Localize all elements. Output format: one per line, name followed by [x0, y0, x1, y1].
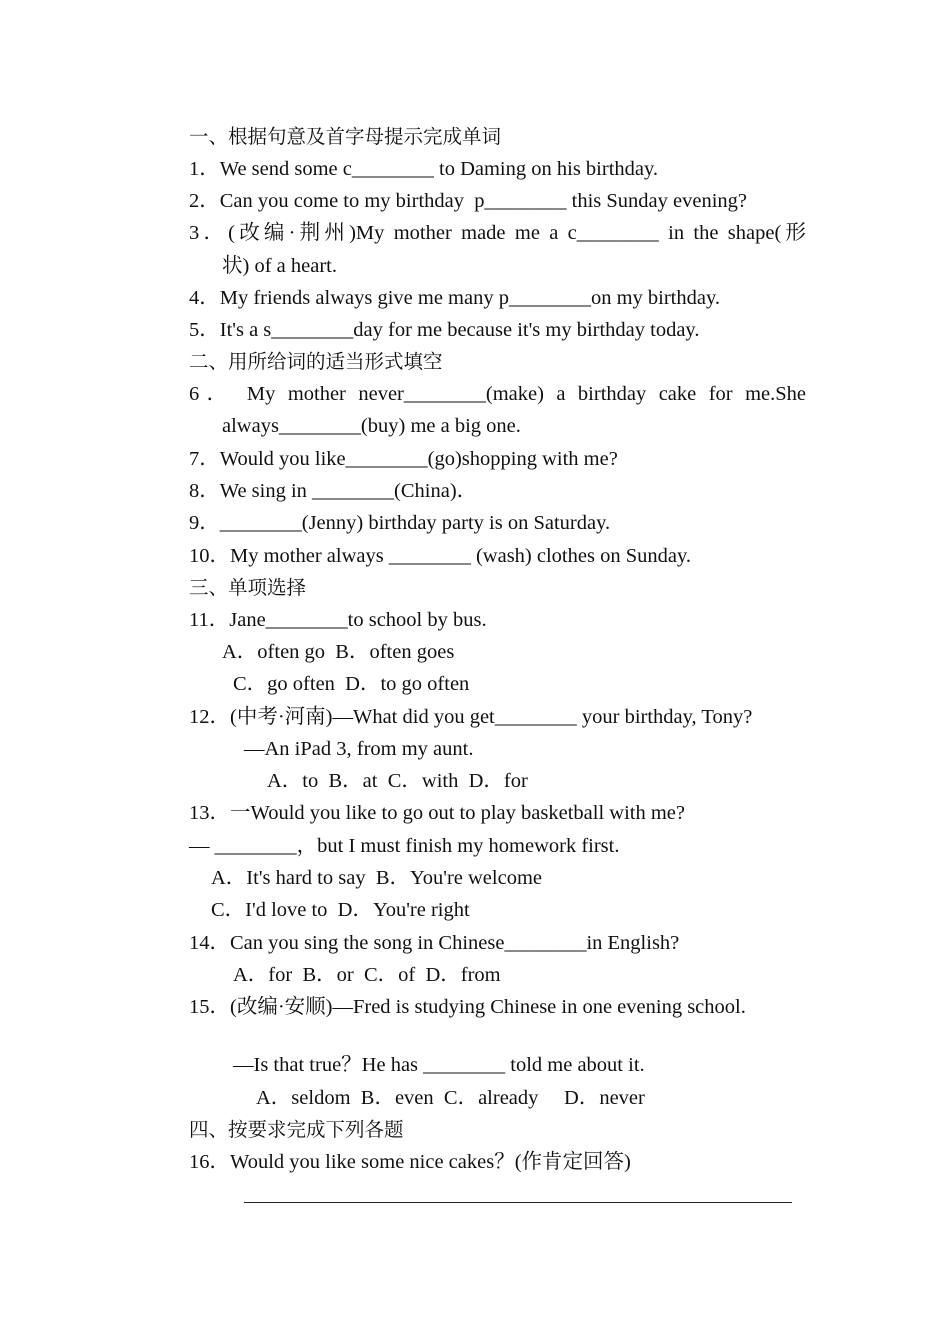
question-16: 16．Would you like some nice cakes？(作肯定回答): [189, 1151, 631, 1173]
question-14: 14．Can you sing the song in Chinese________in English?: [189, 932, 680, 954]
question-12-reply: —An iPad 3, from my aunt.: [244, 738, 474, 760]
question-10: 10．My mother always ________ (wash) clothes on Sunday.: [189, 545, 691, 567]
question-9: 9．________(Jenny) birthday party is on Saturday.: [189, 512, 611, 534]
question-4: 4．My friends always give me many p________on my birthday.: [189, 287, 721, 309]
section-1-heading: 一、根据句意及首字母提示完成单词: [189, 125, 502, 148]
question-13-options-cd: C．I'd love to D．You're right: [211, 899, 470, 921]
question-13-reply: — ________，but I must finish my homework first.: [189, 835, 620, 857]
question-3-line-2: 状) of a heart.: [222, 255, 337, 277]
question-1: 1．We send some c________ to Daming on his birthday.: [189, 158, 659, 180]
question-12: 12．(中考·河南)—What did you get________ your birthday, Tony?: [189, 706, 753, 728]
question-15-reply: —Is that true？He has ________ told me about it.: [233, 1054, 645, 1076]
question-13-options-ab: A．It's hard to say B．You're welcome: [211, 867, 542, 889]
question-3-line-1: 3．(改编·荆州)My mother made me a c________ in the shape(形: [189, 222, 806, 244]
answer-blank-line: [244, 1202, 792, 1203]
question-2: 2．Can you come to my birthday p________ this Sunday evening?: [189, 190, 747, 212]
section-3-heading: 三、单项选择: [189, 576, 307, 599]
question-7: 7．Would you like________(go)shopping with me?: [189, 448, 618, 470]
question-12-options: A．to B．at C．with D．for: [267, 770, 528, 792]
question-5: 5．It's a s________day for me because it's my birthday today.: [189, 319, 700, 341]
question-15: 15．(改编·安顺)—Fred is studying Chinese in one evening school.: [189, 996, 746, 1018]
question-6-line-2: always________(buy) me a big one.: [222, 415, 521, 437]
question-15-options: A．seldom B．even C．already D．never: [256, 1087, 645, 1109]
question-11-options-cd: C．go often D．to go often: [233, 673, 470, 695]
question-6-line-1: 6． My mother never________(make) a birthday cake for me.She: [189, 383, 806, 405]
section-4-heading: 四、按要求完成下列各题: [189, 1118, 404, 1141]
question-13: 13．一Would you like to go out to play basketball with me?: [189, 802, 685, 824]
section-2-heading: 二、用所给词的适当形式填空: [189, 350, 443, 373]
question-11-options-ab: A．often go B．often goes: [222, 641, 455, 663]
question-11: 11．Jane________to school by bus.: [189, 609, 487, 631]
question-8: 8．We sing in ________(China)．: [189, 480, 478, 502]
question-14-options: A．for B．or C．of D．from: [233, 964, 501, 986]
